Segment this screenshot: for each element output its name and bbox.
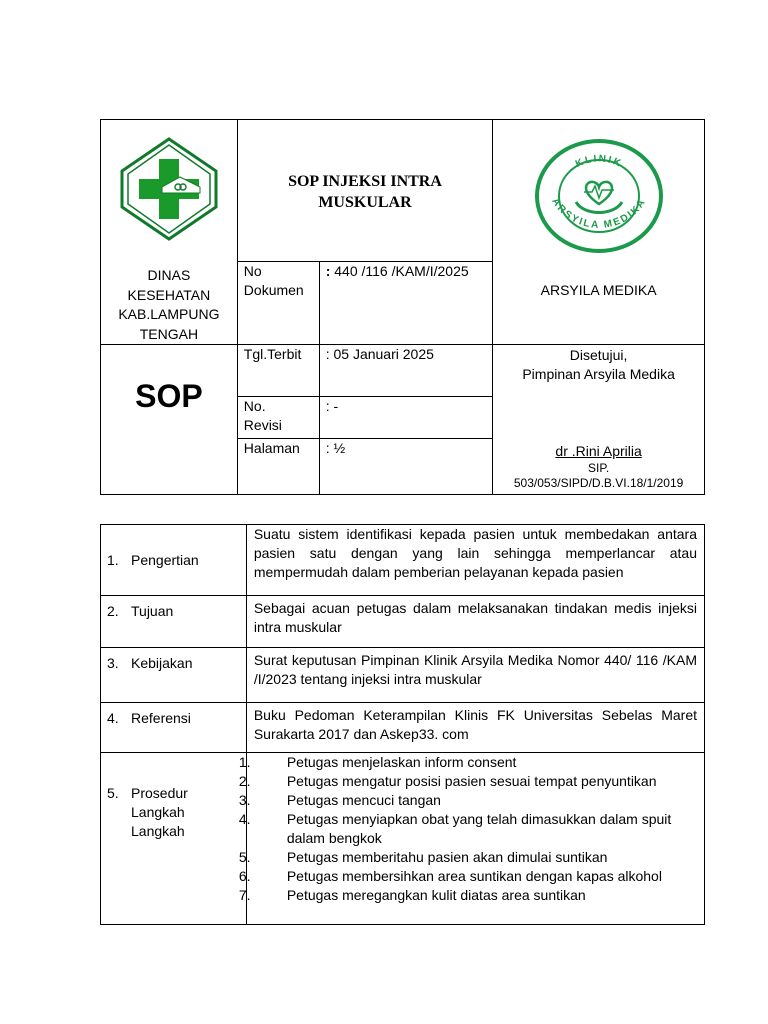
title-line: MUSKULAR [318,194,412,211]
approval-line: Pimpinan Arsyila Medika [522,366,675,382]
list-item: 5. Petugas memberitahu pasien akan dimulai suntikan [238,849,608,865]
list-item: 6. Petugas membersihkan area suntikan dengan kapas alkohol [238,868,662,884]
field-label: No Dokumen [237,262,319,345]
section-label: 3. Kebijakan [101,648,247,703]
sop-label-cell [101,345,238,495]
section-text: Buku Pedoman Keterampilan Klinis FK Universitas Sebelas Maret Surakarta 2017 dan Askep33. com [246,703,704,753]
section-label: 5. Prosedur Langkah Langkah [101,753,247,925]
logo-top-text: KLINIK [573,153,624,170]
section-text: Sebagai acuan petugas dalam melaksanakan tindakan medis injeksi intra muskular [246,596,704,648]
org-line: DINAS [147,267,191,283]
procedure-steps [238,753,704,925]
field-value-issue-date: : 05 Januari 2025 [319,345,493,397]
approval-cell [493,345,705,495]
section-label: 1. Pengertian [101,525,247,596]
list-item: 2. Petugas mengatur posisi pasien sesuai tempat penyuntikan [238,773,657,789]
field-label: Halaman [237,439,319,495]
list-item: 3. Petugas mencuci tangan [238,792,441,808]
list-item: 7. Petugas meregangkan kulit diatas area suntikan [238,887,586,903]
sop-content-table [100,524,705,925]
section-text: Suatu sistem identifikasi kepada pasien untuk membedakan antara pasien satu dengan yang lain sehingga memperlancar atau mempermudah dalam pemberian pelayanan kepada pasien [246,525,704,596]
table-row [101,596,705,648]
approver-name: dr .Rini Aprilia [555,443,642,459]
logo-bottom-text: ARSYILA MEDIKA [548,196,649,231]
table-row [101,703,705,753]
clinic-name: ARSYILA MEDIKA [540,282,657,298]
section-text: Surat keputusan Pimpinan Klinik Arsyila Medika Nomor 440/ 116 /KAM /I/2023 tentang injeksi intra muskular [246,648,704,703]
title-line: SOP INJEKSI INTRA [288,173,442,190]
list-item: 1. Petugas menjelaskan inform consent [238,754,517,770]
section-label: 4. Referensi [101,703,247,753]
document-title [237,120,492,262]
field-label: Tgl.Terbit [237,345,319,397]
field-label: No. Revisi [237,397,319,439]
sop-label: SOP [135,378,203,414]
clinic-cell [493,120,705,345]
klinik-arsyila-logo-icon [534,138,664,254]
table-row [101,648,705,703]
table-row [101,525,705,596]
org-cell [101,120,238,345]
field-value-revision: : - [319,397,493,439]
sip-number: 503/053/SIPD/D.B.VI.18/1/2019 [513,476,684,490]
org-line: TENGAH [139,325,199,342]
list-item: 4. Petugas menyiapkan obat yang telah dimasukkan dalam spuit dalam bengkok [238,811,672,846]
sip-label: SIP. [588,461,610,475]
org-line: KESEHATAN [127,286,211,303]
approval-line: Disetujui, [569,347,628,363]
field-value-page: : ½ [319,439,493,495]
header-table [100,119,705,495]
field-value-doc-number: : 440 /116 /KAM/I/2025 [319,262,493,345]
section-label: 2. Tujuan [101,596,247,648]
health-cross-logo-icon [120,137,218,241]
table-row [101,753,705,925]
org-line: KAB.LAMPUNG [118,306,220,322]
